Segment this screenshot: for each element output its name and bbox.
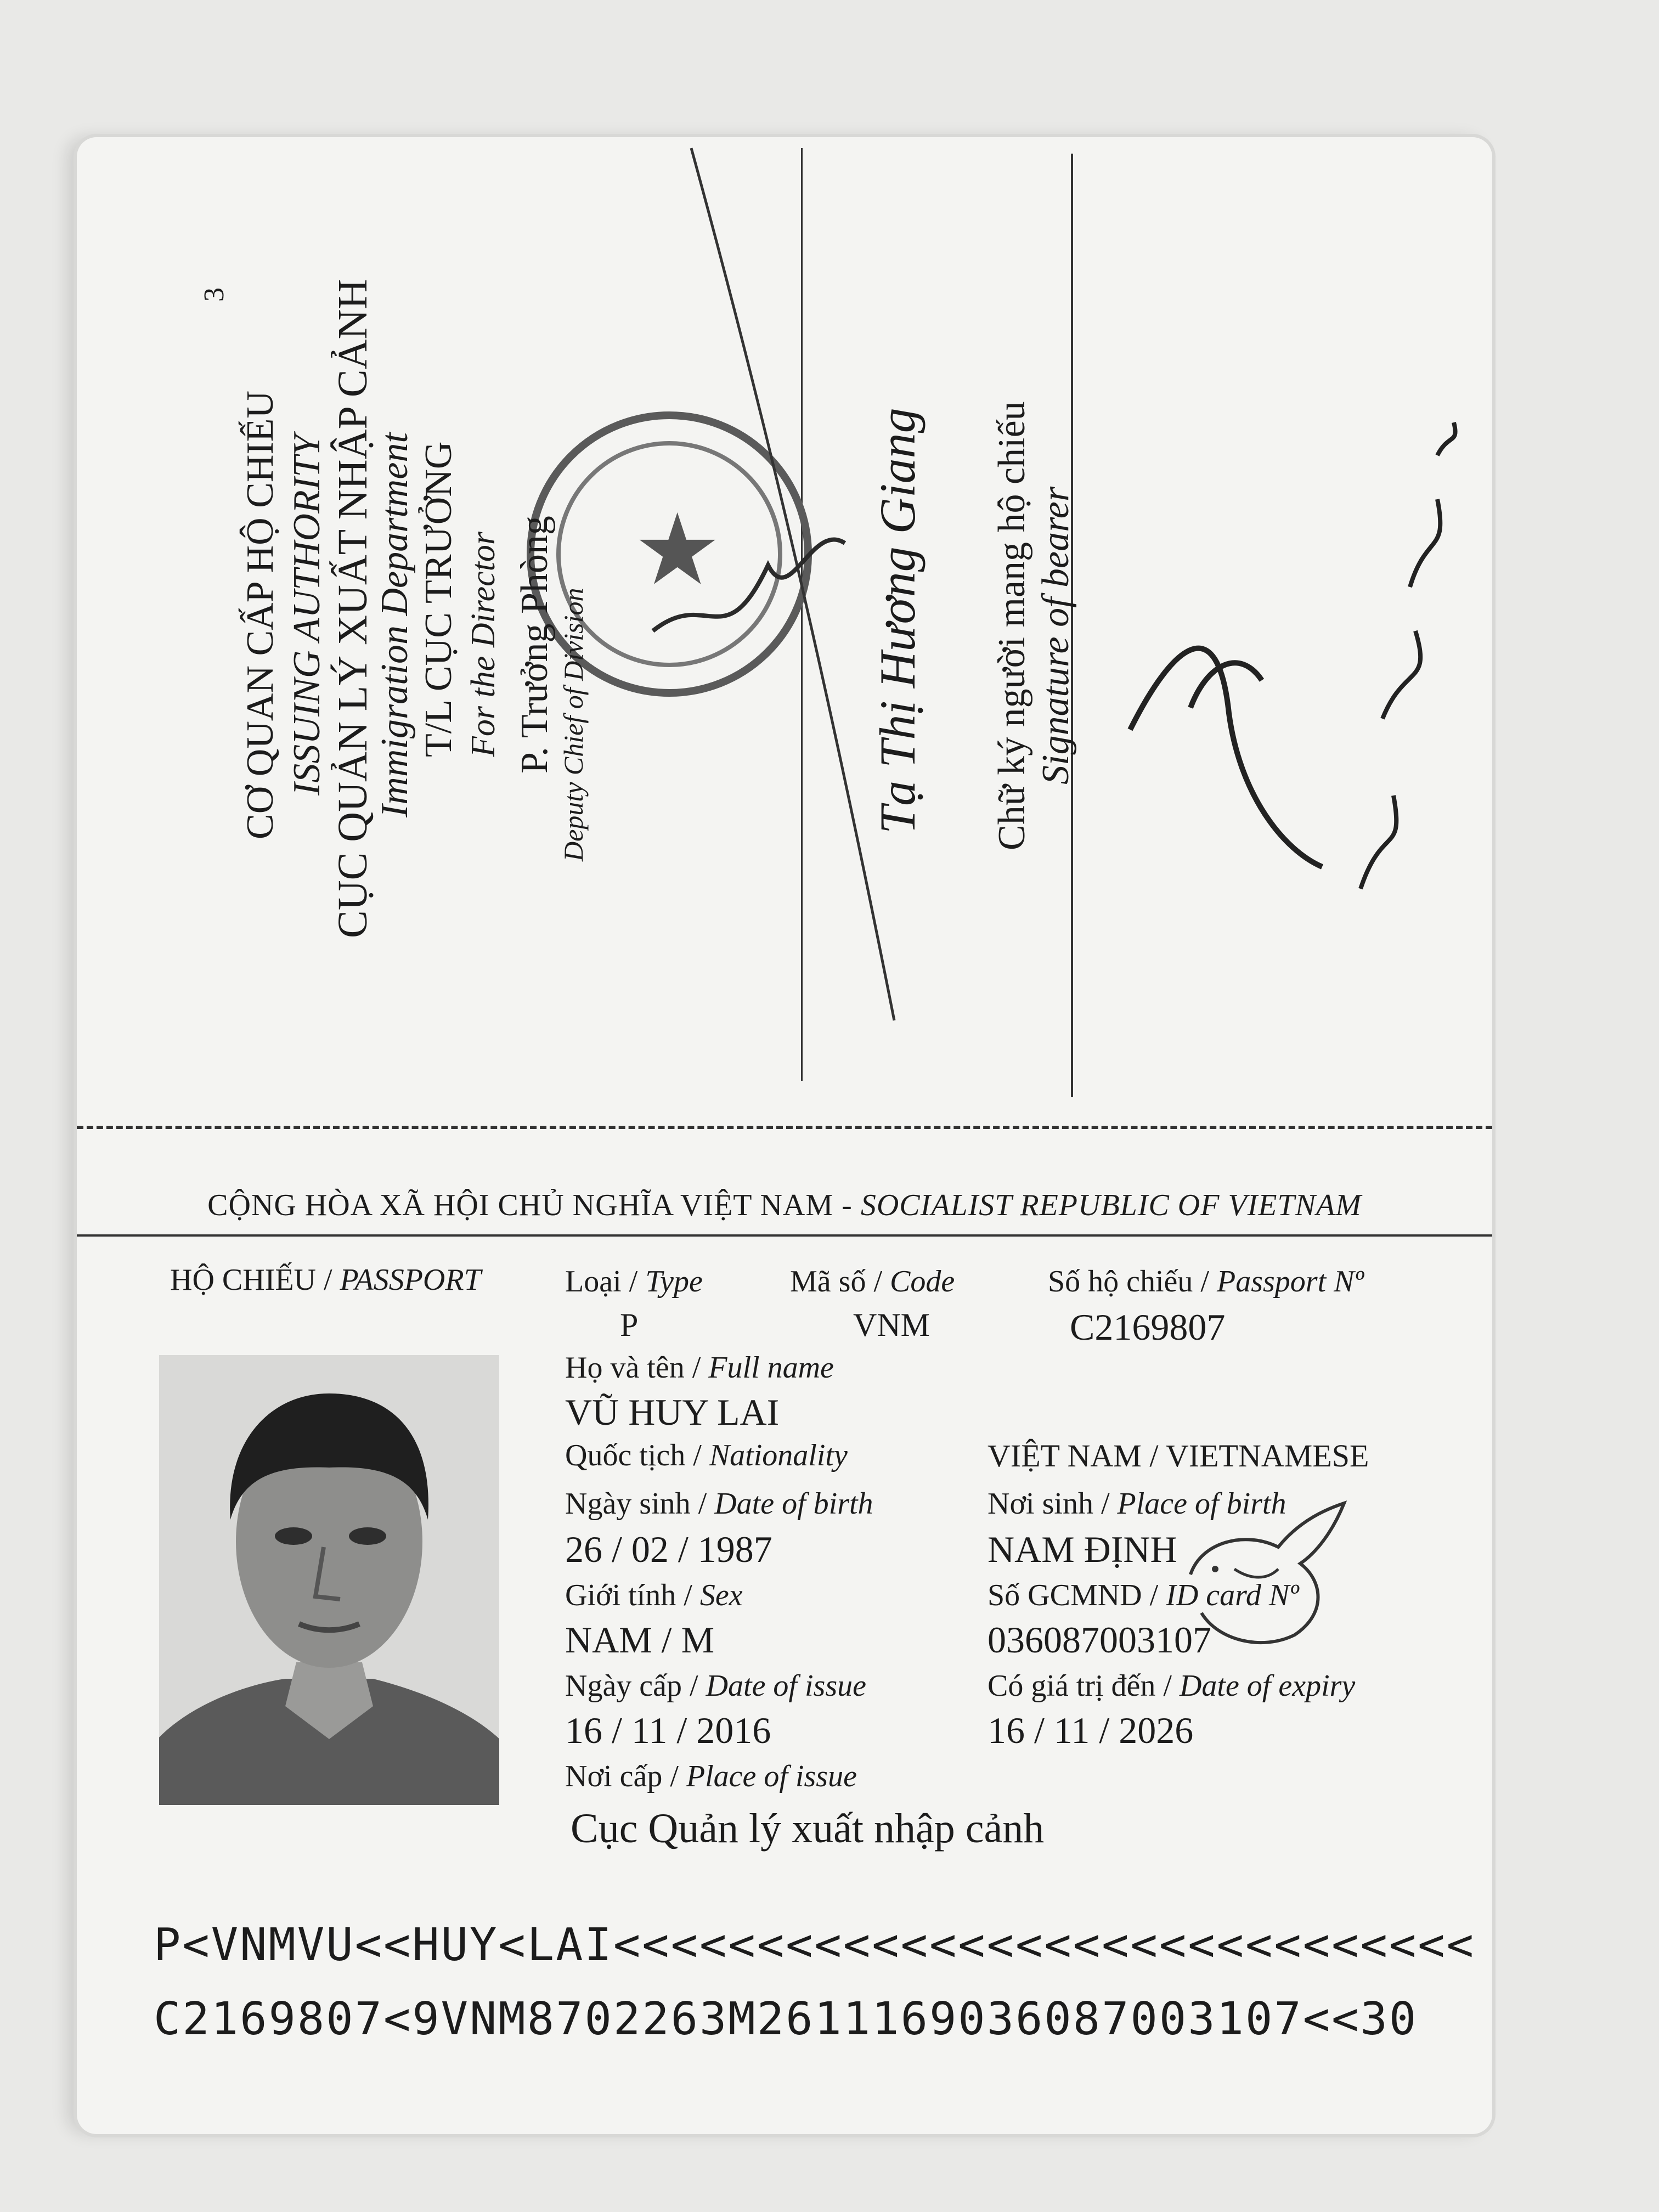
nationality-label-vn: Quốc tịch / <box>565 1438 702 1472</box>
country-header-en: SOCIALIST REPUBLIC OF VIETNAM <box>860 1188 1362 1222</box>
place-of-issue-label-en: Place of issue <box>686 1759 857 1793</box>
country-header-vn: CỘNG HÒA XÃ HỘI CHỦ NGHĨA VIỆT NAM - <box>207 1188 853 1222</box>
code-label <box>790 1266 955 1297</box>
date-of-birth-label <box>565 1488 873 1519</box>
passport-document <box>77 137 1492 2134</box>
passport-number-value: C2169807 <box>1070 1306 1226 1348</box>
department-name-en: Immigration Department <box>374 432 416 817</box>
page-number: 3 <box>199 287 230 302</box>
place-of-issue-label <box>565 1761 857 1792</box>
place-of-birth-label-vn: Nơi sinh / <box>988 1487 1110 1521</box>
code-label-vn: Mã số / <box>790 1265 882 1299</box>
date-of-expiry-label-en: Date of expiry <box>1179 1669 1356 1703</box>
signer-role-vn: P. Trưởng Phòng <box>514 516 556 774</box>
dove-watermark-icon <box>1169 1487 1355 1651</box>
date-of-issue-label-en: Date of issue <box>706 1669 866 1703</box>
place-of-birth-value: NAM ĐỊNH <box>988 1528 1177 1570</box>
id-card-label-vn: Số GCMND / <box>988 1578 1159 1612</box>
full-name-value: VŨ HUY LAI <box>565 1391 780 1433</box>
full-name-label-en: Full name <box>708 1351 834 1385</box>
passport-label-en: PASSPORT <box>340 1263 481 1297</box>
signer-name: Tạ Thị Hương Giang <box>870 408 926 834</box>
nationality-label <box>565 1440 848 1471</box>
mrz-line-2: C2169807<9VNM8702263M2611169036087003107<<30 <box>154 1993 1418 2045</box>
country-header <box>77 1188 1492 1223</box>
bearer-signature-label-en: Signature of bearer <box>1035 486 1077 785</box>
for-director-en: For the Director <box>465 532 502 757</box>
star-emblem-icon: ★ <box>633 496 722 605</box>
passport-number-label-vn: Số hộ chiếu / <box>1048 1265 1209 1299</box>
place-of-birth-label-en: Place of birth <box>1117 1487 1286 1521</box>
bearer-signature-label-vn: Chữ ký người mang hộ chiếu <box>991 401 1033 850</box>
holder-photo <box>159 1355 499 1805</box>
type-label-en: Type <box>645 1265 703 1299</box>
portrait-icon <box>159 1355 499 1805</box>
for-director-vn: T/L CỤC TRƯỞNG <box>417 441 460 757</box>
header-rule <box>77 1234 1492 1237</box>
full-name-label-vn: Họ và tên / <box>565 1351 701 1385</box>
mrz-line-1: P<VNMVU<<HUY<LAI<<<<<<<<<<<<<<<<<<<<<<<<<<<<<< <box>154 1919 1475 1971</box>
date-of-issue-value: 16 / 11 / 2016 <box>565 1709 771 1751</box>
date-of-expiry-label-vn: Có giá trị đến / <box>988 1669 1172 1703</box>
sex-value: NAM / M <box>565 1619 715 1661</box>
id-card-label-en: ID card Nº <box>1166 1578 1299 1612</box>
place-of-issue-value: Cục Quản lý xuất nhập cảnh <box>571 1805 1045 1852</box>
sex-label <box>565 1580 743 1611</box>
nationality-label-en: Nationality <box>709 1438 848 1472</box>
id-card-value: 036087003107 <box>988 1619 1211 1661</box>
observations-page <box>77 137 1492 1125</box>
issuing-authority-title-vn: CƠ QUAN CẤP HỘ CHIẾU <box>239 391 281 839</box>
date-of-birth-value: 26 / 02 / 1987 <box>565 1528 772 1570</box>
date-of-expiry-value: 16 / 11 / 2026 <box>988 1709 1194 1751</box>
department-name-vn: CỤC QUẢN LÝ XUẤT NHẬP CẢNH <box>330 279 376 938</box>
date-of-birth-label-vn: Ngày sinh / <box>565 1487 707 1521</box>
sex-label-vn: Giới tính / <box>565 1578 692 1612</box>
date-of-issue-label-vn: Ngày cấp / <box>565 1669 698 1703</box>
signer-role-en: Deputy Chief of Division <box>558 588 589 861</box>
passport-label-vn: HỘ CHIẾU / <box>170 1263 332 1297</box>
code-value: VNM <box>853 1307 930 1343</box>
type-label-vn: Loại / <box>565 1265 638 1299</box>
code-label-en: Code <box>890 1265 955 1299</box>
passport-label <box>170 1265 481 1295</box>
type-value: P <box>620 1307 639 1343</box>
date-of-issue-label <box>565 1671 866 1701</box>
full-name-label <box>565 1352 834 1383</box>
date-of-birth-label-en: Date of birth <box>714 1487 873 1521</box>
place-of-issue-label-vn: Nơi cấp / <box>565 1759 679 1793</box>
date-of-expiry-label <box>988 1671 1355 1701</box>
passport-number-label-en: Passport Nº <box>1216 1265 1364 1299</box>
page-fold-line <box>77 1126 1492 1129</box>
passport-number-label <box>1048 1266 1364 1297</box>
issuing-authority-title-en: ISSUING AUTHORITY <box>286 435 328 795</box>
nationality-value: VIỆT NAM / VIETNAMESE <box>988 1438 1369 1474</box>
type-label <box>565 1266 703 1297</box>
sex-label-en: Sex <box>699 1578 743 1612</box>
